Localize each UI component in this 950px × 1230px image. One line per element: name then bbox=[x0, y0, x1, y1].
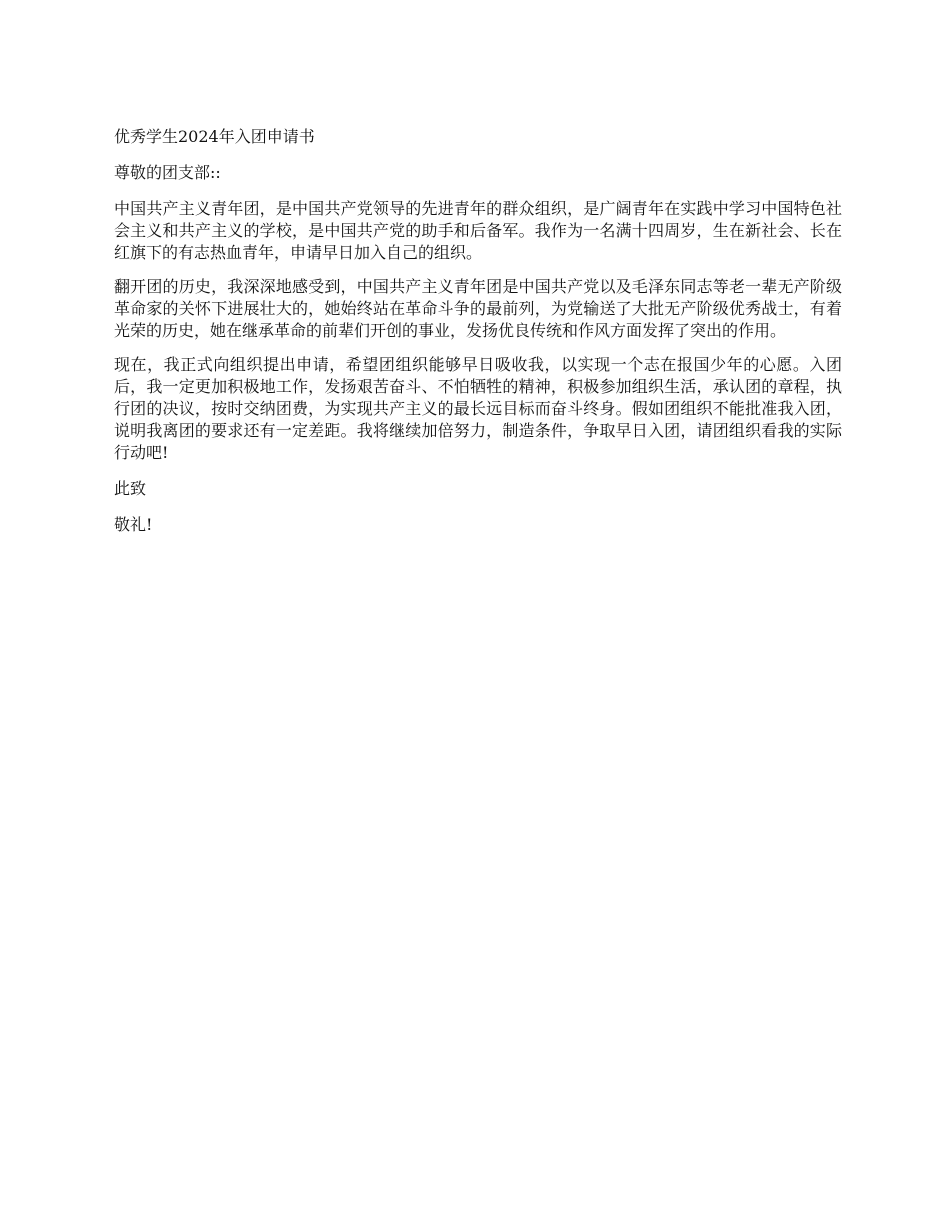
closing-ci-zhi: 此致 bbox=[114, 479, 147, 498]
paragraph-1: 中国共产主义青年团，是中国共产党领导的先进青年的群众组织，是广阔青年在实践中学习中国特色社会主义和共产主义的学校，是中国共产党的助手和后备军。我作为一名满十四周岁，生在新社会、长在红旗下的有志热血青年，申请早日加入自己的组织。 bbox=[114, 199, 842, 262]
document-title: 优秀学生2024年入团申请书 bbox=[114, 127, 315, 146]
paragraph-2: 翻开团的历史，我深深地感受到，中国共产主义青年团是中国共产党以及毛泽东同志等老一辈无产阶级革命家的关怀下进展壮大的，她始终站在革命斗争的最前列，为党输送了大批无产阶级优秀战士，有着光荣的历史，她在继承革命的前辈们开创的事业，发扬优良传统和作风方面发挥了突出的作用。 bbox=[114, 277, 842, 340]
closing-jing-li: 敬礼! bbox=[114, 515, 153, 534]
salutation: 尊敬的团支部:: bbox=[114, 163, 221, 182]
document-page bbox=[114, 126, 842, 536]
paragraph-3: 现在，我正式向组织提出申请，希望团组织能够早日吸收我，以实现一个志在报国少年的心愿。入团后，我一定更加积极地工作，发扬艰苦奋斗、不怕牺牲的精神，积极参加组织生活，承认团的章程，执行团的决议，按时交纳团费，为实现共产主义的最长远目标而奋斗终身。假如团组织不能批准我入团，说明我离团的要求还有一定差距。我将继续加倍努力，制造条件，争取早日入团，请团组织看我的实际行动吧! bbox=[114, 355, 842, 462]
